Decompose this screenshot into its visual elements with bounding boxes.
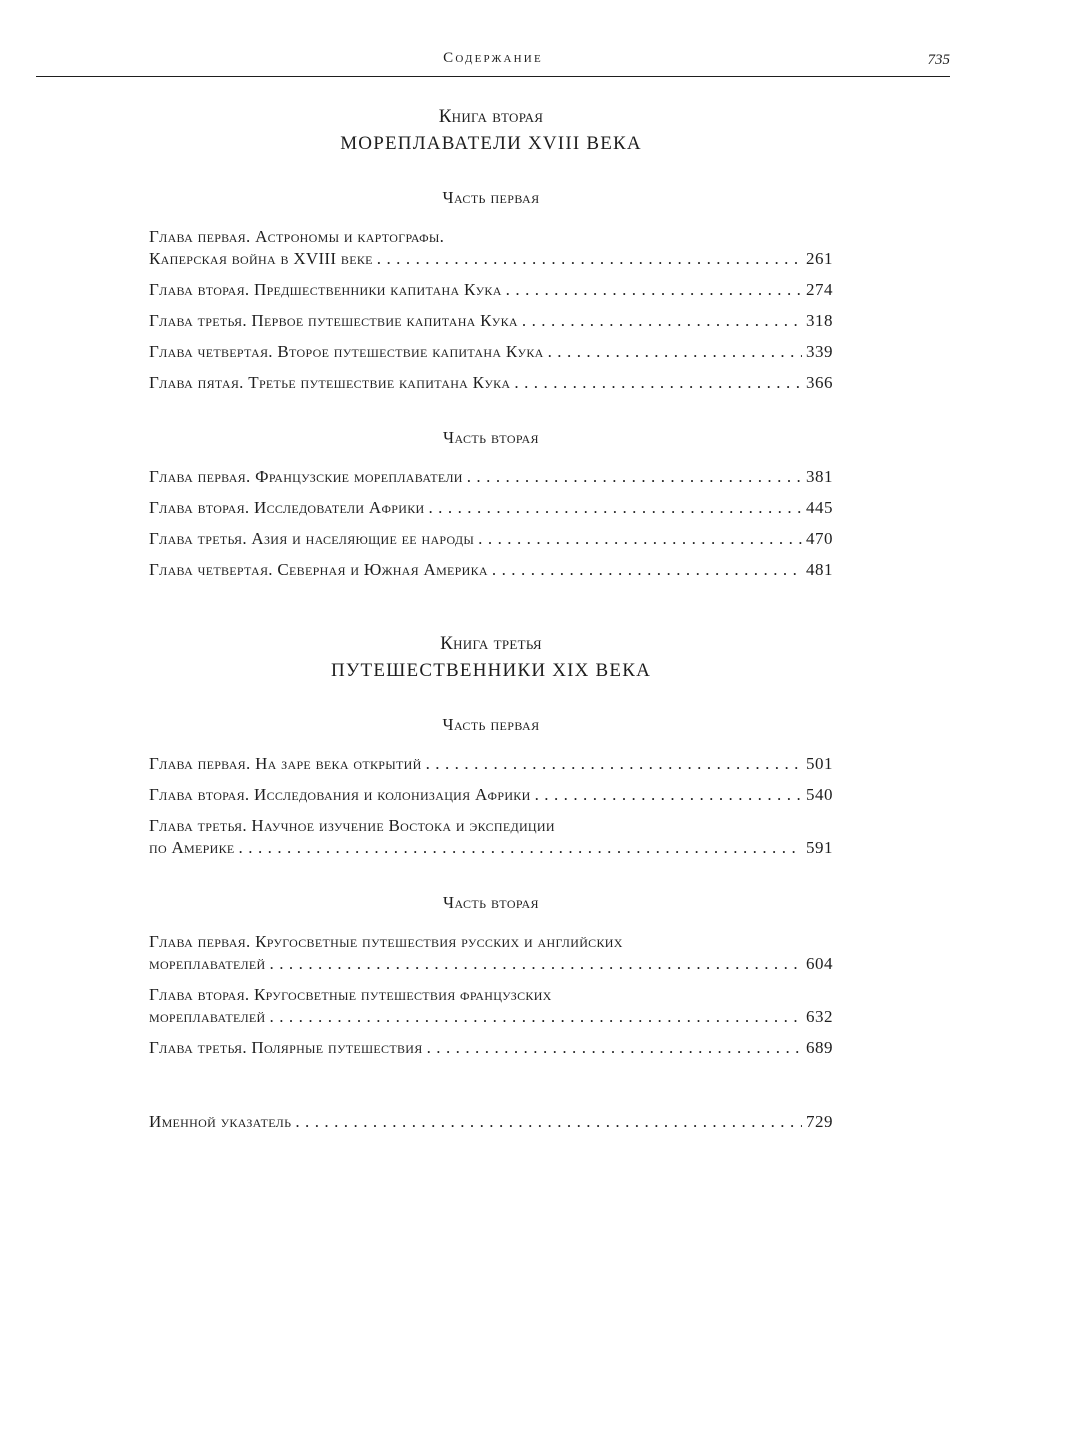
toc-entry [149,753,833,775]
toc-entry [149,310,833,332]
dot-leader [548,341,802,363]
book-label: Книга третья [440,633,542,654]
entry-title: мореплавателей [149,1007,266,1026]
dot-leader [377,248,802,270]
running-head [36,48,950,72]
part-label: Часть вторая [443,893,539,912]
part-entries [149,226,833,394]
dot-leader [427,1037,802,1059]
entry-page: 366 [806,373,833,392]
entry-title: Глава третья. Полярные путешествия [149,1038,423,1057]
entry-title: Каперская война в XVIII веке [149,249,373,268]
dot-leader [535,784,802,806]
toc-entry [149,1037,833,1059]
toc-entry [149,984,833,1028]
toc-entry [149,466,833,488]
dot-leader [428,497,802,519]
index-entry [149,1111,833,1133]
entry-page: 604 [806,954,833,973]
table-of-contents [149,104,833,1133]
entry-page: 501 [806,754,833,773]
entry-title: Глава четвертая. Второе путешествие капитана Кука [149,342,544,361]
part-label: Часть первая [442,715,540,734]
entry-page: 470 [806,529,833,548]
entry-page: 339 [806,342,833,361]
entry-title: мореплавателей [149,954,266,973]
dot-leader [270,1006,802,1028]
entry-page: 632 [806,1007,833,1026]
entry-page: 381 [806,467,833,486]
dot-leader [492,559,802,581]
entry-title: Именной указатель [149,1112,292,1131]
toc-entry [149,279,833,301]
entry-page: 729 [806,1112,833,1131]
entry-title: Глава вторая. Исследования и колонизация Африки [149,785,531,804]
part-label: Часть вторая [443,428,539,447]
entry-title-line: Глава первая. Кругосветные путешествия русских и английских [149,932,623,951]
toc-entry [149,931,833,975]
entry-title-line: Глава первая. Астрономы и картографы. [149,227,445,246]
entry-title: Глава четвертая. Северная и Южная Америка [149,560,488,579]
entry-page: 540 [806,785,833,804]
entry-title: Глава первая. На заре века открытий [149,754,422,773]
entry-page: 261 [806,249,833,268]
page-number: 735 [927,52,950,68]
entry-page: 445 [806,498,833,517]
entry-title: по Америке [149,838,235,857]
entry-title: Глава вторая. Исследователи Африки [149,498,425,517]
toc-entry [149,341,833,363]
dot-leader [295,1111,802,1133]
book-title: МОРЕПЛАВАТЕЛИ XVIII ВЕКА [340,133,642,154]
part-entries [149,466,833,581]
book-label: Книга вторая [438,106,544,127]
toc-entry [149,559,833,581]
part-label: Часть первая [442,188,540,207]
toc-entry [149,784,833,806]
entry-page: 689 [806,1038,833,1057]
entry-title-line: Глава вторая. Кругосветные путешествия французских [149,985,552,1004]
dot-leader [239,837,802,859]
toc-entry [149,497,833,519]
entry-title: Глава третья. Азия и населяющие ее народы [149,529,475,548]
header-rule [36,76,950,77]
entry-page: 318 [806,311,833,330]
toc-entry [149,815,833,859]
dot-leader [506,279,802,301]
dot-leader [522,310,802,332]
entry-page: 274 [806,280,833,299]
dot-leader [478,528,802,550]
entry-page: 591 [806,838,833,857]
dot-leader [467,466,802,488]
entry-title: Глава вторая. Предшественники капитана Кука [149,280,502,299]
entry-title: Глава третья. Первое путешествие капитана Кука [149,311,518,330]
toc-entry [149,528,833,550]
dot-leader [514,372,802,394]
entry-page: 481 [806,560,833,579]
part-entries [149,753,833,859]
toc-entry [149,372,833,394]
entry-title: Глава первая. Французские мореплаватели [149,467,463,486]
dot-leader [426,753,802,775]
book-title: ПУТЕШЕСТВЕННИКИ XIX ВЕКА [330,660,652,681]
toc-entry [149,226,833,270]
part-entries [149,931,833,1059]
running-title: Содержание [443,50,543,66]
entry-title-line: Глава третья. Научное изучение Востока и экспедиции [149,816,555,835]
dot-leader [270,953,802,975]
entry-title: Глава пятая. Третье путешествие капитана Кука [149,373,511,392]
